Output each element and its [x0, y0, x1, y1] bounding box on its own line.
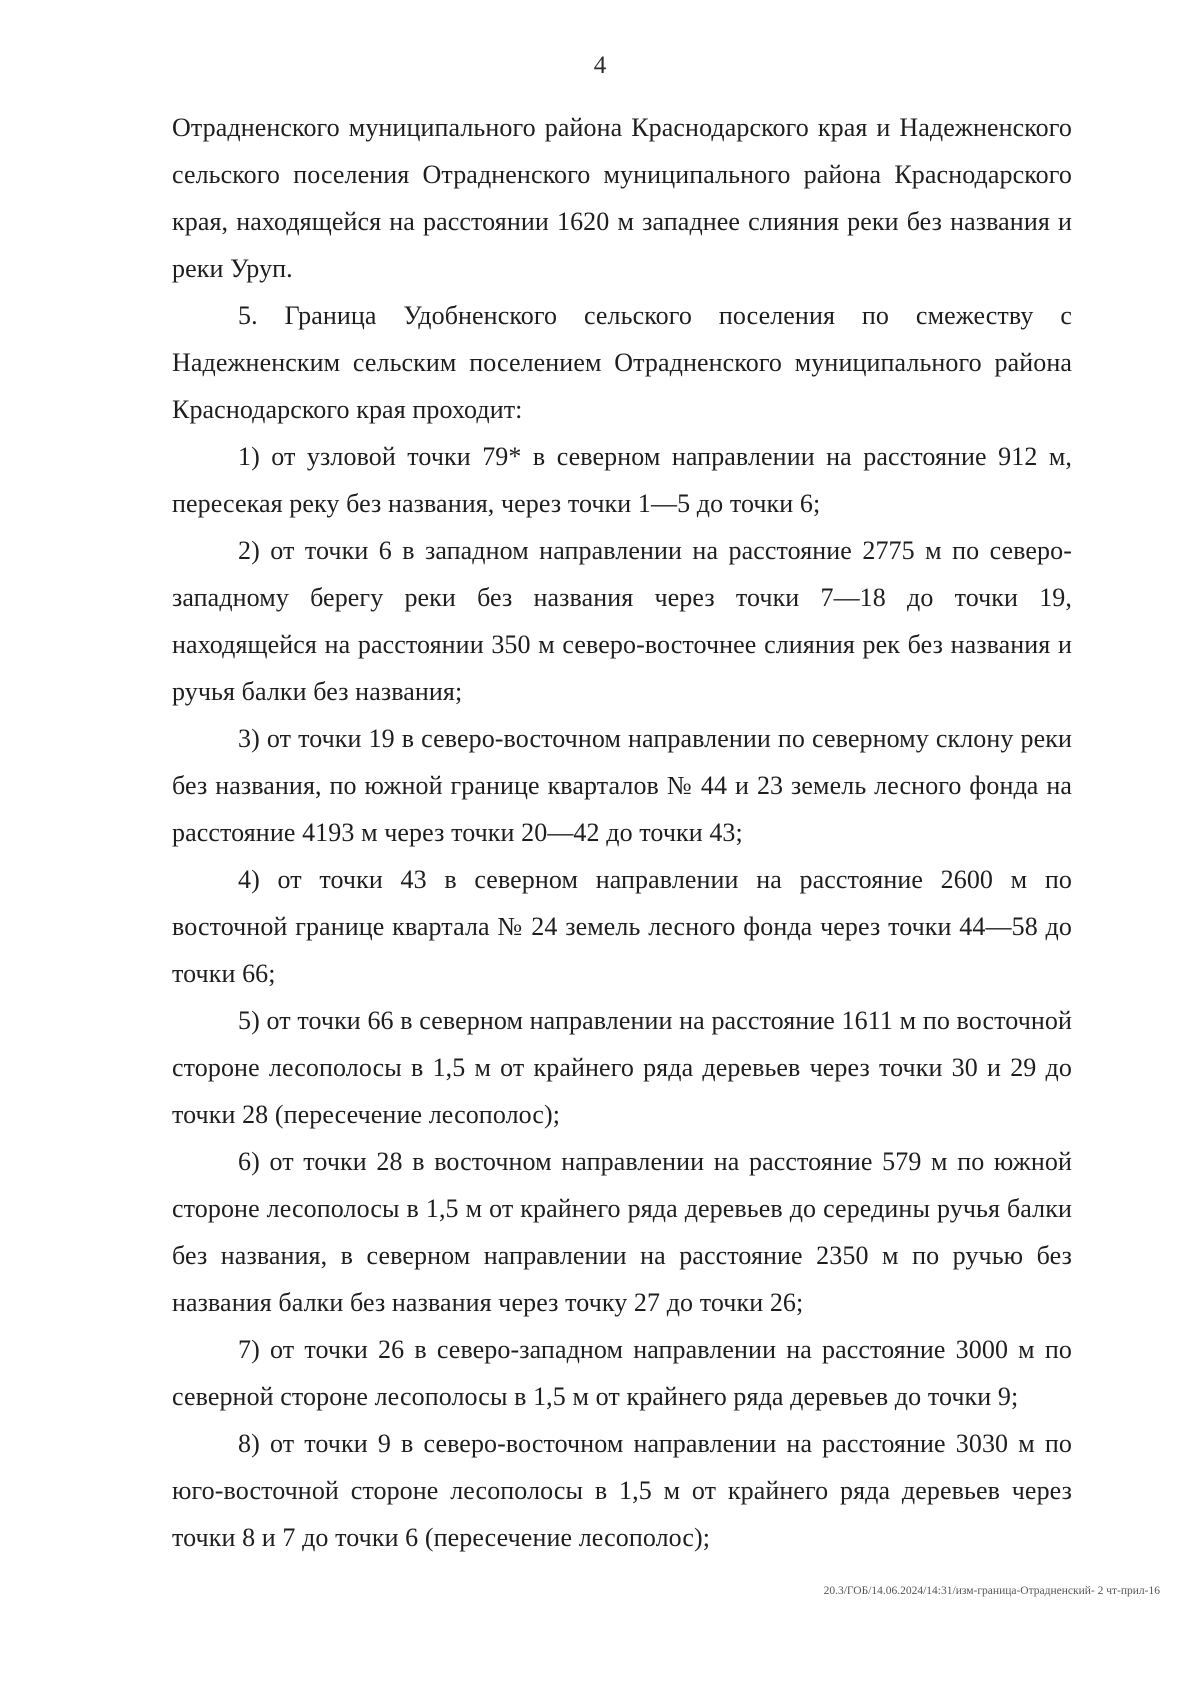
paragraph-continuation: Отрадненского муниципального района Краснодарского края и Надежненского сельского поселения Отрадненского муниципального района Краснодарского края, находящейся на расстоянии 1620 м западнее слияния реки без названия и реки Уруп. [172, 113, 1072, 283]
paragraph-item-1: 1) от узловой точки 79* в северном направлении на расстояние 912 м, пересекая реку без названия, через точки 1—5 до точки 6; [172, 442, 1072, 518]
paragraph-item-5: 5) от точки 66 в северном направлении на расстояние 1611 м по восточной стороне лесополосы в 1,5 м от крайнего ряда деревьев через точки 30 и 29 до точки 28 (пересечение лесополос); [172, 1006, 1072, 1129]
paragraph-item-6: 6) от точки 28 в восточном направлении на расстояние 579 м по южной стороне лесополосы в 1,5 м от крайнего ряда деревьев до середины ручья балки без названия, в северном направлении на расстояние 2350 м по ручью без названия балки без названия через точку 27 до точки 26; [172, 1147, 1072, 1317]
paragraph-item-2: 2) от точки 6 в западном направлении на расстояние 2775 м по северо-западному берегу реки без названия через точки 7—18 до точки 19, находящейся на расстоянии 350 м северо-восточнее слияния рек без названия и ручья балки без названия; [172, 536, 1072, 706]
footer-document-code: 20.3/ГОБ/14.06.2024/14:31/изм-граница-Отрадненский- 2 чт-прил-16 [823, 1585, 1160, 1597]
paragraph-item-3: 3) от точки 19 в северо-восточном направлении по северному склону реки без названия, по южной границе кварталов № 44 и 23 земель лесного фонда на расстояние 4193 м через точки 20—42 до точки 43; [172, 724, 1072, 847]
paragraph-item-7: 7) от точки 26 в северо-западном направлении на расстояние 3000 м по северной стороне лесополосы в 1,5 м от крайнего ряда деревьев до точки 9; [172, 1335, 1072, 1411]
paragraph-item-4: 4) от точки 43 в северном направлении на расстояние 2600 м по восточной границе квартала № 24 земель лесного фонда через точки 44—58 до точки 66; [172, 865, 1072, 988]
paragraph-item-8: 8) от точки 9 в северо-восточном направлении на расстояние 3030 м по юго-восточной стороне лесополосы в 1,5 м от крайнего ряда деревьев через точки 8 и 7 до точки 6 (пересечение лесополос); [172, 1429, 1072, 1552]
page-number: 4 [593, 52, 607, 79]
paragraph-section-5-heading: 5. Граница Удобненского сельского поселения по смежеству с Надежненским сельским поселением Отрадненского муниципального района Краснодарского края проходит: [172, 301, 1072, 424]
document-body [172, 104, 1072, 1561]
